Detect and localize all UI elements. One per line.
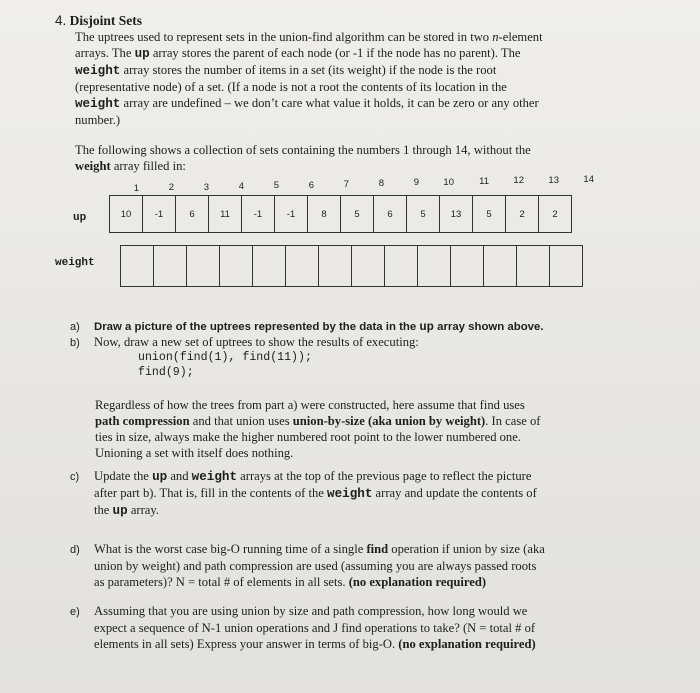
index-label: 4 bbox=[238, 180, 244, 192]
weight-cell[interactable] bbox=[517, 246, 550, 287]
index-label: 3 bbox=[203, 181, 209, 193]
up-cell: -1 bbox=[275, 196, 308, 233]
up-cell: 2 bbox=[506, 196, 539, 233]
problem-heading bbox=[55, 13, 142, 29]
code-line-find: find(9); bbox=[138, 366, 194, 379]
up-array-table bbox=[109, 195, 572, 233]
weight-array-table bbox=[120, 245, 583, 287]
index-label: 9 bbox=[413, 177, 419, 189]
assumptions-paragraph: Regardless of how the trees from part a) were constructed, here assume that find uses path compression and that union uses union-by-size (aka union by weight). In case of ties in size, always make the higher numbered root point to the lower numbered one. Unioning a set with itself does nothing. bbox=[95, 398, 541, 460]
up-cell: 5 bbox=[473, 196, 506, 233]
problem-number: 4. bbox=[55, 13, 67, 28]
weight-cell[interactable] bbox=[385, 246, 418, 287]
index-label: 5 bbox=[273, 180, 279, 192]
code-line-union: union(find(1), find(11)); bbox=[138, 351, 312, 364]
index-label: 1 bbox=[133, 183, 139, 194]
index-label: 11 bbox=[479, 176, 489, 187]
index-label: 6 bbox=[308, 179, 314, 191]
weight-cell[interactable] bbox=[187, 246, 220, 287]
table-intro: The following shows a collection of sets containing the numbers 1 through 14, without the weight array filled in: bbox=[75, 143, 531, 173]
weight-cell[interactable] bbox=[154, 246, 187, 287]
question-c: c) Update the up and weight arrays at the top of the previous page to reflect the picture after part b). That is, fill in the contents of the weight array and update the contents of the up array. bbox=[70, 469, 537, 518]
weight-cell[interactable] bbox=[451, 246, 484, 287]
weight-cell[interactable] bbox=[550, 246, 583, 287]
weight-cell[interactable] bbox=[352, 246, 385, 287]
weight-row-label: weight bbox=[55, 257, 95, 269]
index-label: 8 bbox=[378, 178, 384, 190]
weight-cell[interactable] bbox=[484, 246, 517, 287]
question-d: d) What is the worst case big-O running time of a single find operation if union by size (aka union by weight) and path compression are used (assuming you are always passed roots as parameters)? N = total # of elements in all sets. (no explanation required) bbox=[70, 542, 545, 589]
up-cell: 6 bbox=[176, 196, 209, 233]
index-label: 13 bbox=[548, 174, 559, 186]
problem-title: Disjoint Sets bbox=[69, 13, 143, 28]
index-label: 10 bbox=[443, 176, 454, 188]
index-label: 12 bbox=[513, 175, 524, 187]
intro-paragraph: The uptrees used to represent sets in the union-find algorithm can be stored in two n-element arrays. The up array stores the parent of each node (or -1 if the node has no parent). The weight array stores the number of items in a set (its weight) if the node is the root (representative node) of a set. (If a node is not a root the contents of its location in the weight array are undefined – we don’t care what value it holds, it can be zero or any other number.) bbox=[75, 30, 543, 127]
up-cell: 10 bbox=[110, 196, 143, 233]
weight-cell[interactable] bbox=[121, 246, 154, 287]
up-cell: 8 bbox=[308, 196, 341, 233]
up-row-label: up bbox=[73, 212, 87, 224]
up-cell: 5 bbox=[407, 196, 440, 233]
up-cell: 2 bbox=[539, 196, 572, 233]
index-label: 7 bbox=[343, 178, 349, 190]
question-b: b) Now, draw a new set of uptrees to show the results of executing: bbox=[70, 335, 419, 349]
up-cell: 5 bbox=[341, 196, 374, 233]
weight-cell[interactable] bbox=[319, 246, 352, 287]
question-e: e) Assuming that you are using union by size and path compression, how long would we expect a sequence of N-1 union operations and J find operations to take? (N = total # of elements in all sets) Express your answer in terms of big-O. (no explanation required) bbox=[70, 604, 536, 651]
up-cell: 13 bbox=[440, 196, 473, 233]
up-cell: -1 bbox=[143, 196, 176, 233]
up-cell: -1 bbox=[242, 196, 275, 233]
weight-cell[interactable] bbox=[286, 246, 319, 287]
weight-cell[interactable] bbox=[418, 246, 451, 287]
up-cell: 11 bbox=[209, 196, 242, 233]
up-cell: 6 bbox=[374, 196, 407, 233]
index-label: 14 bbox=[583, 173, 594, 185]
weight-cell[interactable] bbox=[220, 246, 253, 287]
question-a: a) Draw a picture of the uptrees represented by the data in the up array shown above. bbox=[70, 320, 544, 334]
weight-cell[interactable] bbox=[253, 246, 286, 287]
index-label: 2 bbox=[168, 182, 174, 194]
